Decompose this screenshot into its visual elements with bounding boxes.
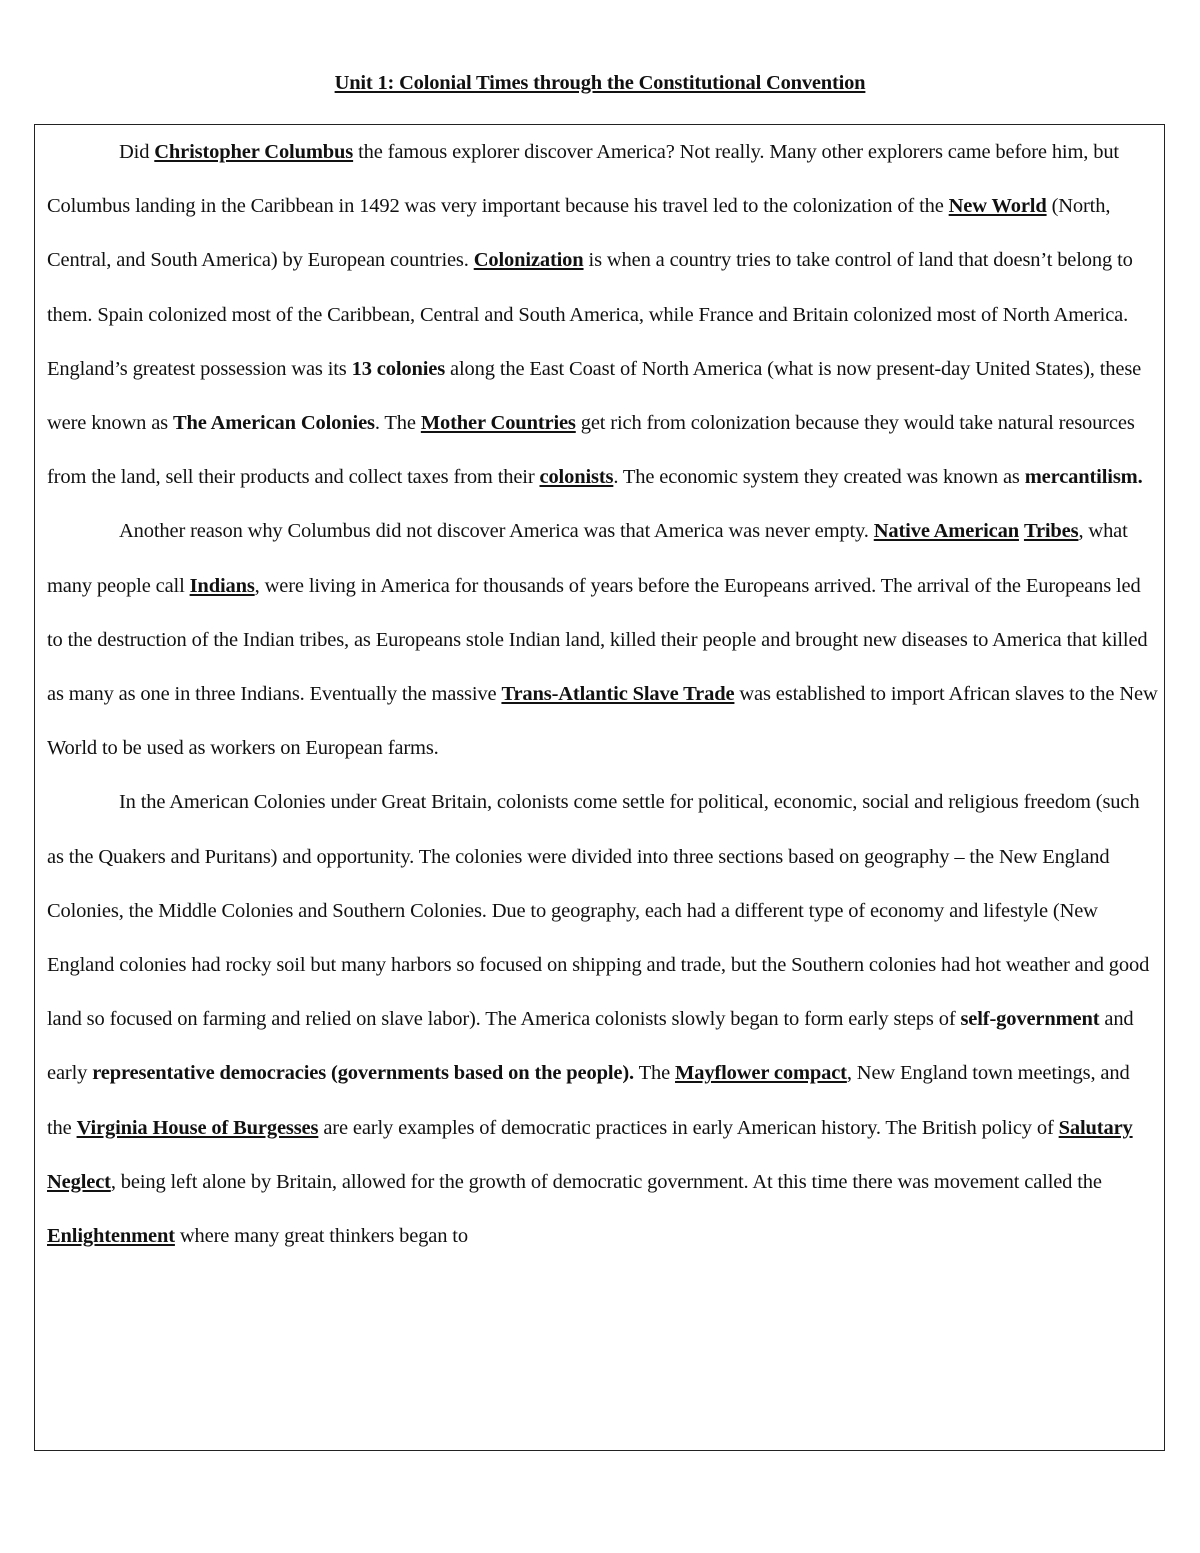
- key-term: self-government: [960, 1008, 1100, 1031]
- key-term: Colonization: [473, 249, 584, 272]
- key-term: The American Colonies: [173, 412, 375, 435]
- paragraph-text: . The economic system they created was known as: [613, 466, 1025, 489]
- paragraph-text: was established to import African slaves to the New World to be used as workers on European farms.: [47, 683, 1158, 760]
- key-term: Enlightenment: [47, 1225, 175, 1248]
- paragraph-text: The: [634, 1062, 676, 1085]
- paragraph-text: is when a country tries to take control of land that doesn’t belong to them. Spain colonized most of the Caribbean, Central and South America, while France and Britain colonized most of North America. England’s greatest possession was its: [47, 249, 1133, 380]
- page-title: Unit 1: Colonial Times through the Constitutional Convention: [334, 72, 866, 94]
- paragraph-text: along the East Coast of North America (what is now present-day United States), these were known as: [47, 357, 1142, 435]
- key-term: Mother Countries: [420, 412, 576, 435]
- paragraph-text: , New England town meetings, and the: [47, 1062, 1130, 1139]
- paragraph-text: get rich from colonization because they would take natural resources from the land, sell their products and collect taxes from their: [47, 412, 1135, 489]
- paragraph-text: where many great thinkers began to: [174, 1225, 468, 1248]
- key-term: representative democracies (governments based on the people).: [92, 1062, 634, 1085]
- key-term: Salutary Neglect: [47, 1116, 1133, 1193]
- paragraph-text: , what many people call: [47, 520, 1128, 597]
- paragraph-text: In the American Colonies under Great Britain, colonists come settle for political, economic, social and religious freedom (such as the Quakers and Puritans) and opportunity. The colonies were divided into three sections based on geography – the New England Colonies, the Middle Colonies and Southern Colonies. Due to geography, each had a different type of economy and lifestyle (New England colonies had rocky soil but many harbors so focused on shipping and trade, but the Southern colonies had hot weather and good land so focused on farming and relied on slave labor). The America colonists slowly began to form early steps of: [47, 791, 1150, 1031]
- key-term: Trans-Atlantic Slave Trade: [501, 683, 735, 706]
- paragraph-text: Did: [119, 141, 155, 163]
- paragraph-text: , being left alone by Britain, allowed for the growth of democratic government. At this time there was movement called the: [110, 1170, 1102, 1193]
- paragraph-text: , were living in America for thousands of years before the Europeans arrived. The arrival of the Europeans led to the destruction of the Indian tribes, as Europeans stole Indian land, killed their people and brought new diseases to America that killed as many as one in three Indians. Eventually the massive: [47, 574, 1148, 706]
- key-term: Tribes: [1023, 520, 1079, 543]
- key-term: colonists: [539, 466, 614, 489]
- paragraph-text: the famous explorer discover America? Not really. Many other explorers came before him, but Columbus landing in the Caribbean in 1492 was very important because his travel led to the colonization of the: [47, 141, 1119, 218]
- paragraph-text: and early: [47, 1008, 1134, 1085]
- key-term: Mayflower compact: [675, 1062, 847, 1085]
- paragraph-text: Another reason why Columbus did not discover America was that America was never empty.: [119, 520, 874, 543]
- paragraph: [47, 775, 1159, 1263]
- key-term: Virginia House of Burgesses: [76, 1116, 319, 1139]
- key-term: 13 colonies: [351, 357, 446, 380]
- key-term: Christopher Columbus: [154, 141, 354, 163]
- key-term: Indians: [189, 574, 255, 597]
- paragraph-text: . The: [374, 412, 421, 435]
- key-term: mercantilism.: [1024, 466, 1143, 489]
- paragraph-text: (North, Central, and South America) by European countries.: [47, 195, 1111, 272]
- key-term: New World: [948, 195, 1047, 218]
- text-box-bottom-border: [34, 1450, 1165, 1451]
- paragraph: [47, 504, 1159, 775]
- paragraph: [47, 125, 1159, 504]
- text-box: [34, 124, 1165, 1451]
- key-term: Native American: [873, 520, 1019, 543]
- paragraph-text: are early examples of democratic practices in early American history. The British policy of: [318, 1116, 1059, 1139]
- body-text: [47, 125, 1159, 1263]
